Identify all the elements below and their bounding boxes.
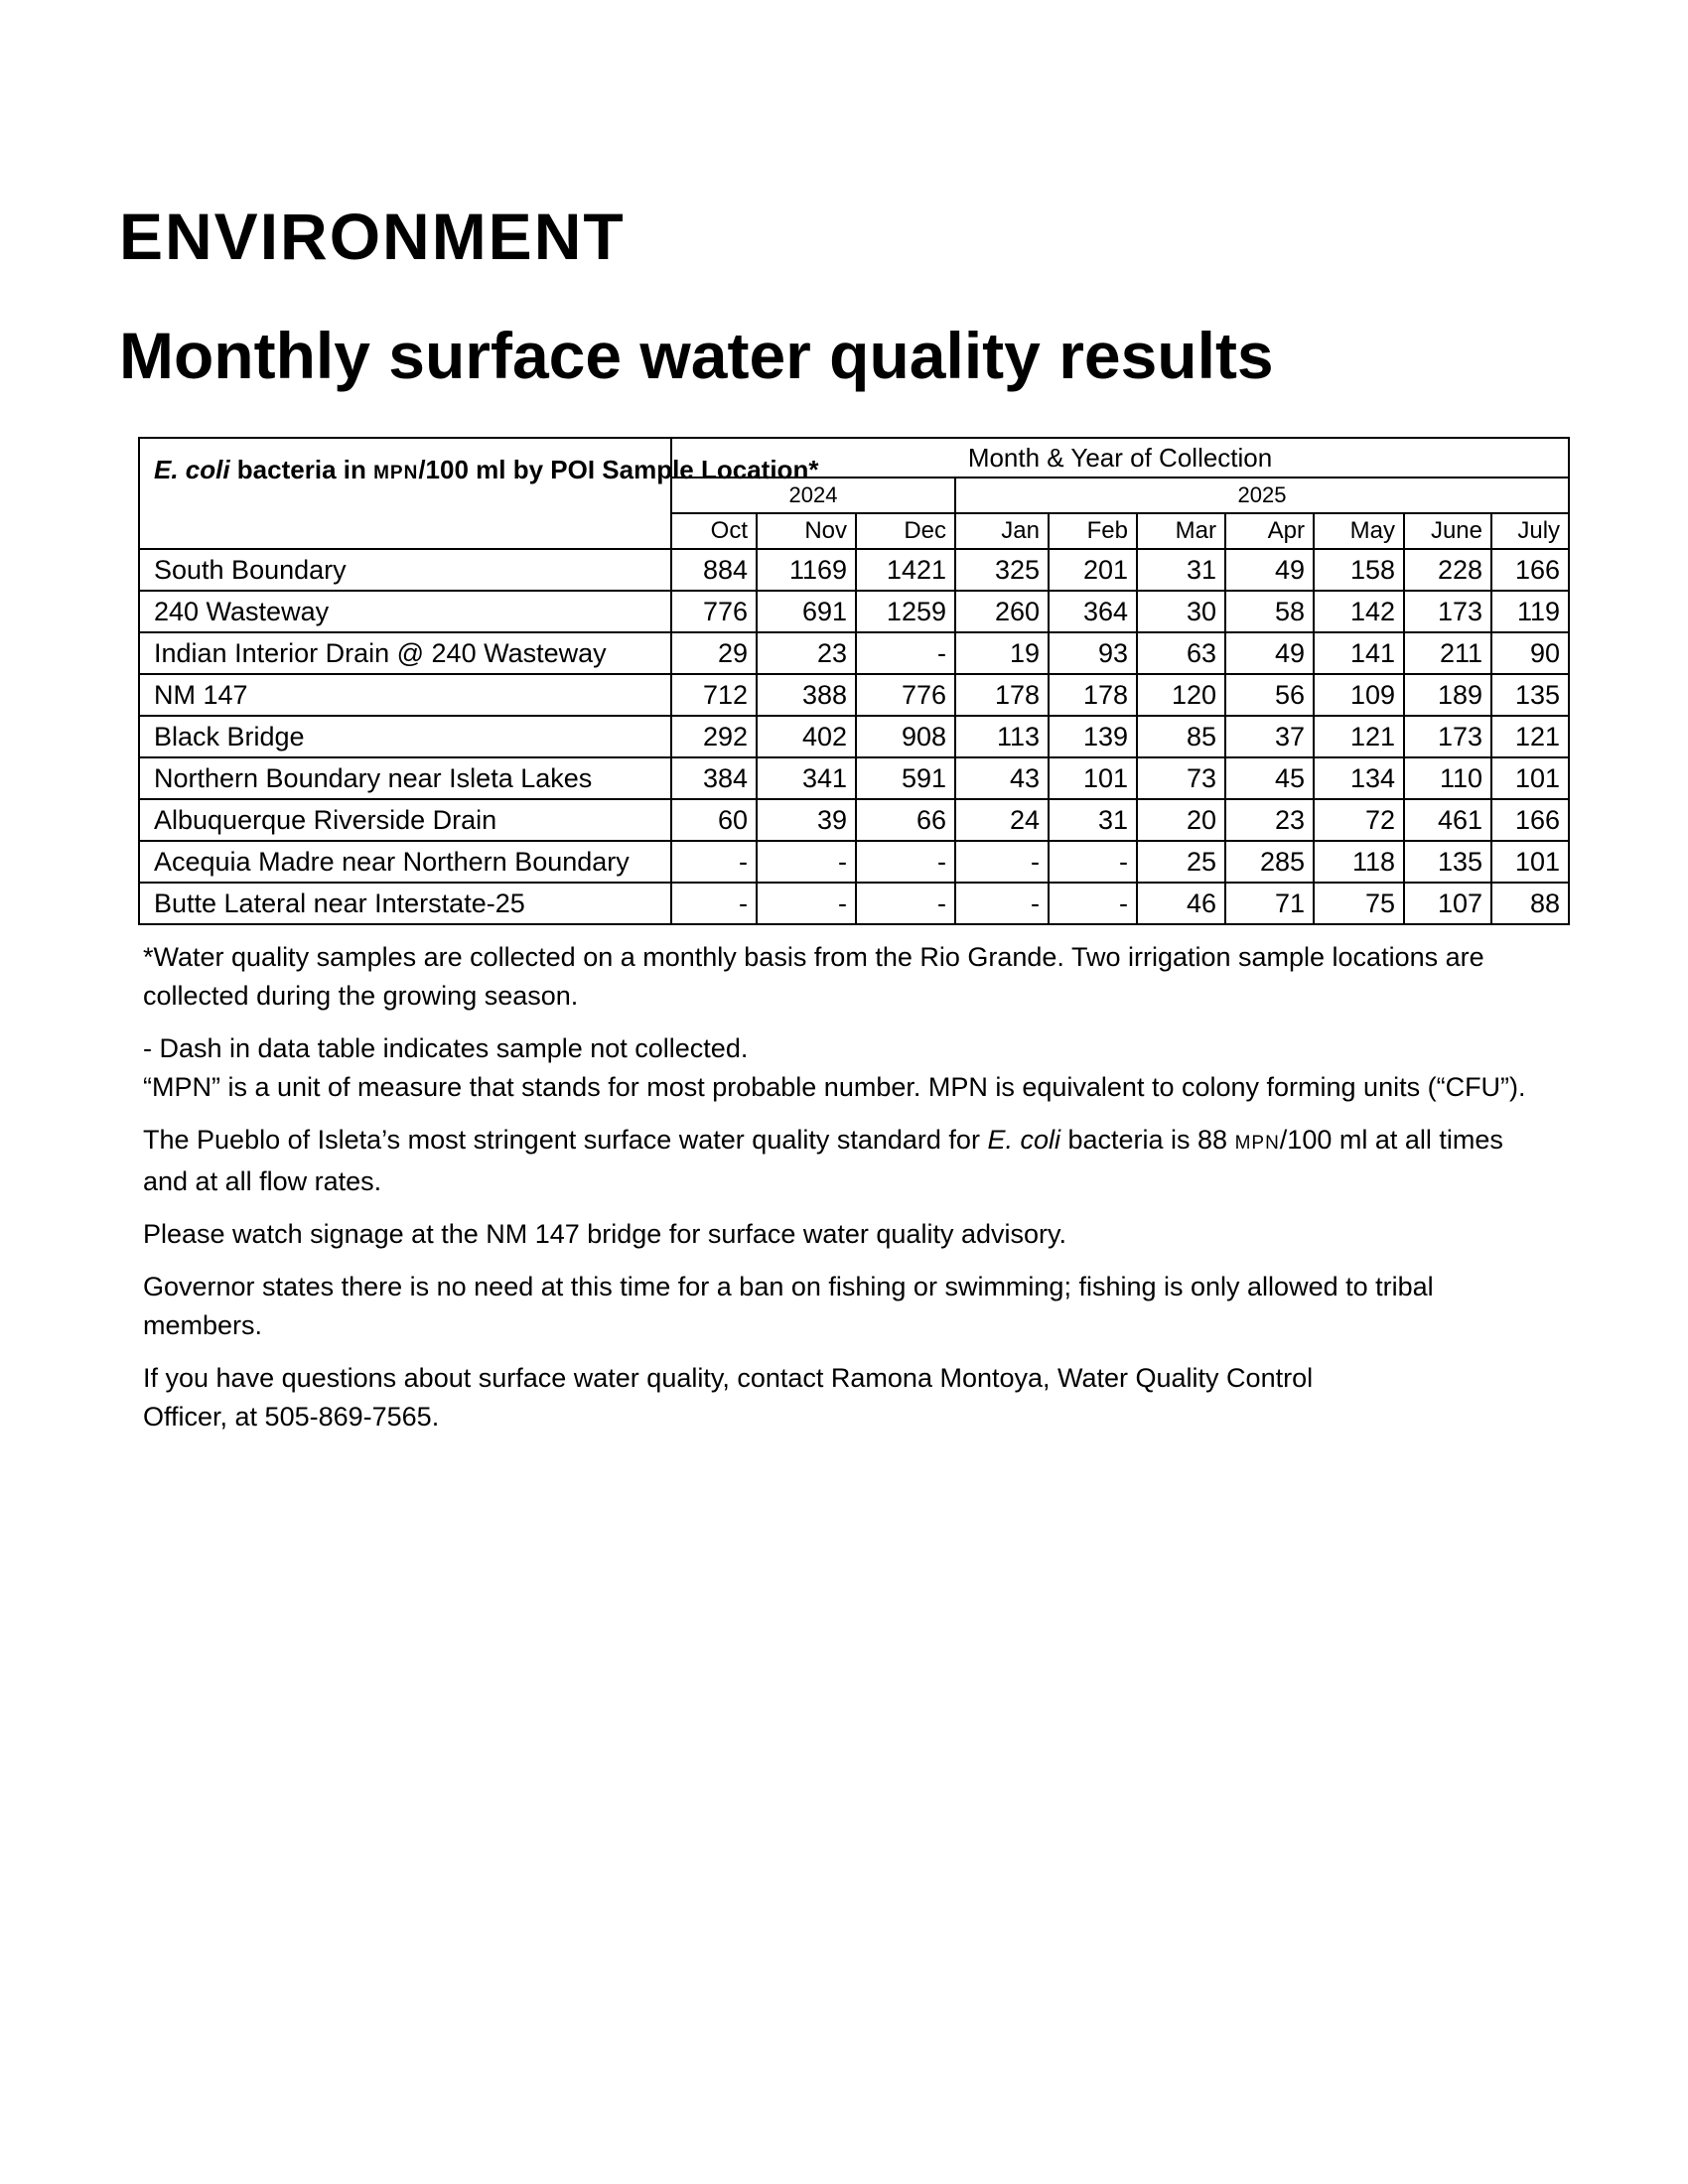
value-cell: 31 (1049, 799, 1137, 841)
contact-line-1: If you have questions about surface water quality, contact Ramona Montoya, Water Quality Control (143, 1363, 1314, 1393)
note-sampling: *Water quality samples are collected on a monthly basis from the Rio Grande. Two irrigation sample locations are collected during the growing season. (143, 942, 1484, 1011)
month-header: Feb (1049, 513, 1137, 549)
value-cell: 325 (955, 549, 1049, 591)
value-cell: 30 (1137, 591, 1225, 632)
page-title: Monthly surface water quality results (119, 319, 1274, 392)
value-cell: 66 (856, 799, 955, 841)
value-cell: 135 (1491, 674, 1569, 716)
value-cell: 341 (757, 757, 856, 799)
table-row (139, 841, 1569, 883)
value-cell: 135 (1404, 841, 1491, 883)
value-cell: 211 (1404, 632, 1491, 674)
contact-line-2: Officer, at 505-869-7565. (143, 1402, 440, 1432)
value-cell: 173 (1404, 591, 1491, 632)
value-cell: 119 (1491, 591, 1569, 632)
corner-text-1: bacteria in (229, 455, 374, 484)
corner-text-2: /100 ml by POI Sample Location* (418, 455, 819, 484)
value-cell: 49 (1225, 632, 1314, 674)
value-cell: - (671, 841, 757, 883)
value-cell: 776 (671, 591, 757, 632)
value-cell: 60 (671, 799, 757, 841)
value-cell: 260 (955, 591, 1049, 632)
year-header-2024: 2024 (671, 478, 955, 513)
value-cell: 776 (856, 674, 955, 716)
value-cell: 31 (1137, 549, 1225, 591)
value-cell: 591 (856, 757, 955, 799)
note-dash: - Dash in data table indicates sample not collected. (143, 1033, 749, 1063)
value-cell: 101 (1049, 757, 1137, 799)
note-governor: Governor states there is no need at this time for a ban on fishing or swimming; fishing is only allowed to tribal members. (143, 1272, 1434, 1340)
section-title: ENVIRONMENT (119, 200, 626, 273)
value-cell: 142 (1314, 591, 1404, 632)
location-cell: South Boundary (139, 549, 671, 591)
value-cell: 178 (1049, 674, 1137, 716)
value-cell: 49 (1225, 549, 1314, 591)
value-cell: 158 (1314, 549, 1404, 591)
value-cell: 63 (1137, 632, 1225, 674)
value-cell: 75 (1314, 883, 1404, 924)
mpn-unit: MPN (373, 463, 419, 483)
location-cell: Indian Interior Drain @ 240 Wasteway (139, 632, 671, 674)
value-cell: 908 (856, 716, 955, 757)
standard-ecoli: E. coli (987, 1125, 1060, 1155)
value-cell: - (1049, 883, 1137, 924)
value-cell: 691 (757, 591, 856, 632)
value-cell: 228 (1404, 549, 1491, 591)
collection-header: Month & Year of Collection (671, 438, 1569, 478)
value-cell: 113 (955, 716, 1049, 757)
location-cell: Albuquerque Riverside Drain (139, 799, 671, 841)
value-cell: 134 (1314, 757, 1404, 799)
value-cell: 166 (1491, 799, 1569, 841)
note-standard (143, 1121, 1533, 1201)
value-cell: 178 (955, 674, 1049, 716)
value-cell: 712 (671, 674, 757, 716)
table-row (139, 883, 1569, 924)
note-mpn: “MPN” is a unit of measure that stands for most probable number. MPN is equivalent to colony forming units (“CFU”). (143, 1072, 1526, 1102)
value-cell: - (757, 883, 856, 924)
value-cell: 23 (1225, 799, 1314, 841)
value-cell: 109 (1314, 674, 1404, 716)
value-cell: 292 (671, 716, 757, 757)
table-row (139, 799, 1569, 841)
notes-section (143, 938, 1533, 1450)
value-cell: 166 (1491, 549, 1569, 591)
value-cell: 56 (1225, 674, 1314, 716)
value-cell: 139 (1049, 716, 1137, 757)
value-cell: 402 (757, 716, 856, 757)
value-cell: 25 (1137, 841, 1225, 883)
value-cell: 58 (1225, 591, 1314, 632)
value-cell: - (955, 883, 1049, 924)
value-cell: 73 (1137, 757, 1225, 799)
value-cell: 884 (671, 549, 757, 591)
location-cell: Black Bridge (139, 716, 671, 757)
value-cell: 1421 (856, 549, 955, 591)
table-row (139, 674, 1569, 716)
value-cell: 285 (1225, 841, 1314, 883)
value-cell: 39 (757, 799, 856, 841)
value-cell: 110 (1404, 757, 1491, 799)
table-row (139, 591, 1569, 632)
month-header: Dec (856, 513, 955, 549)
value-cell: 388 (757, 674, 856, 716)
value-cell: 85 (1137, 716, 1225, 757)
year-header-2025: 2025 (955, 478, 1569, 513)
value-cell: - (856, 632, 955, 674)
value-cell: - (671, 883, 757, 924)
value-cell: 101 (1491, 841, 1569, 883)
value-cell: 37 (1225, 716, 1314, 757)
value-cell: 24 (955, 799, 1049, 841)
standard-unit: MPN (1234, 1133, 1280, 1154)
standard-text-post: /100 ml at all times and at all flow rates. (143, 1125, 1503, 1196)
month-header: Jan (955, 513, 1049, 549)
ecoli-label: E. coli (154, 455, 230, 484)
table-row (139, 632, 1569, 674)
value-cell: 88 (1491, 883, 1569, 924)
value-cell: 364 (1049, 591, 1137, 632)
month-header: June (1404, 513, 1491, 549)
note-dash-and-mpn (143, 1029, 1533, 1107)
value-cell: 45 (1225, 757, 1314, 799)
table-row (139, 549, 1569, 591)
value-cell: 189 (1404, 674, 1491, 716)
month-header: May (1314, 513, 1404, 549)
value-cell: 101 (1491, 757, 1569, 799)
value-cell: 107 (1404, 883, 1491, 924)
value-cell: 1169 (757, 549, 856, 591)
note-contact (143, 1359, 1533, 1436)
month-header: July (1491, 513, 1569, 549)
value-cell: 23 (757, 632, 856, 674)
value-cell: 121 (1314, 716, 1404, 757)
value-cell: 19 (955, 632, 1049, 674)
value-cell: 29 (671, 632, 757, 674)
standard-text-mid: bacteria is 88 (1059, 1125, 1235, 1155)
location-cell: Acequia Madre near Northern Boundary (139, 841, 671, 883)
table-row (139, 757, 1569, 799)
value-cell: - (856, 841, 955, 883)
value-cell: 93 (1049, 632, 1137, 674)
month-header: Oct (671, 513, 757, 549)
value-cell: 90 (1491, 632, 1569, 674)
location-cell: Butte Lateral near Interstate-25 (139, 883, 671, 924)
value-cell: 120 (1137, 674, 1225, 716)
value-cell: 20 (1137, 799, 1225, 841)
value-cell: 201 (1049, 549, 1137, 591)
note-signage: Please watch signage at the NM 147 bridge for surface water quality advisory. (143, 1219, 1066, 1249)
value-cell: - (757, 841, 856, 883)
value-cell: 461 (1404, 799, 1491, 841)
month-header: Nov (757, 513, 856, 549)
value-cell: 121 (1491, 716, 1569, 757)
value-cell: 72 (1314, 799, 1404, 841)
value-cell: 384 (671, 757, 757, 799)
value-cell: 71 (1225, 883, 1314, 924)
water-quality-table (138, 437, 1570, 925)
value-cell: 46 (1137, 883, 1225, 924)
location-cell: NM 147 (139, 674, 671, 716)
value-cell: 43 (955, 757, 1049, 799)
value-cell: - (1049, 841, 1137, 883)
value-cell: - (856, 883, 955, 924)
value-cell: - (955, 841, 1049, 883)
value-cell: 1259 (856, 591, 955, 632)
table-row (139, 716, 1569, 757)
value-cell: 118 (1314, 841, 1404, 883)
month-header: Apr (1225, 513, 1314, 549)
month-header: Mar (1137, 513, 1225, 549)
location-cell: Northern Boundary near Isleta Lakes (139, 757, 671, 799)
standard-text-pre: The Pueblo of Isleta’s most stringent surface water quality standard for (143, 1125, 988, 1155)
location-cell: 240 Wasteway (139, 591, 671, 632)
value-cell: 141 (1314, 632, 1404, 674)
value-cell: 173 (1404, 716, 1491, 757)
